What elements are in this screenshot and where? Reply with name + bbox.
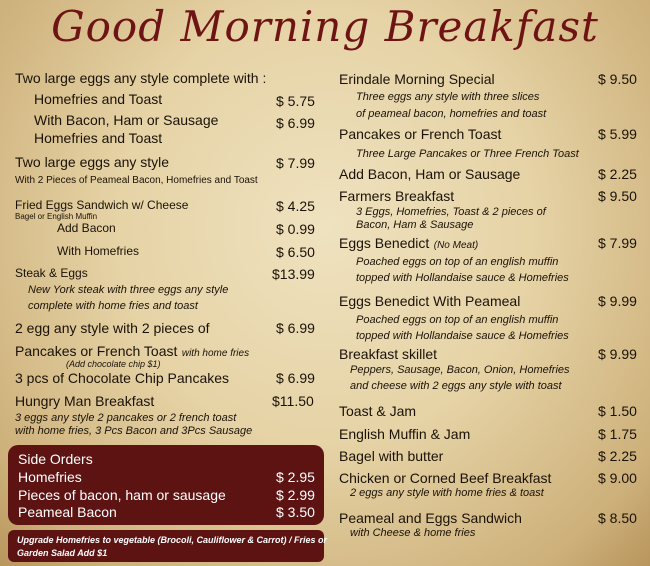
desc-erindale-2: of peameal bacon, homefries and toast [356,108,547,120]
side-orders-box [8,445,324,525]
menu-item-homefries-toast: Homefries and Toast [34,91,163,107]
menu-item-erindale: Erindale Morning Special [339,71,495,87]
price-pancakes: $ 5.99 [598,126,637,142]
price-hungry-man: $11.50 [272,393,314,409]
menu-item-choc-chip: 3 pcs of Chocolate Chip Pancakes [15,370,230,386]
benedict-label: Eggs Benedict [339,235,430,251]
menu-item-steak-eggs: Steak & Eggs [15,266,88,280]
price-choc-chip: $ 6.99 [276,370,315,386]
price-steak-eggs: $13.99 [272,266,315,282]
desc-hungry-man-1: 3 eggs any style 2 pancakes or 2 french toast [15,412,237,424]
side-price-bacon: $ 2.99 [276,487,315,503]
price-chicken: $ 9.00 [598,470,637,486]
pancakes-ft-label: Pancakes or French Toast [15,343,178,359]
desc-benedict-peameal-1: Poached eggs on top of an english muffin [356,314,559,326]
menu-item-two-eggs: Two large eggs any style [15,154,170,170]
price-farmers: $ 9.50 [598,188,637,204]
price-toast-jam: $ 1.50 [598,403,637,419]
pancakes-ft-suffix: with home fries [181,348,250,359]
price-peameal-sandwich: $ 8.50 [598,510,637,526]
desc-fried-eggs-sandwich: Bagel or English Muffin [15,212,98,221]
desc-benedict-2: topped with Hollandaise sauce & Homefries [356,272,569,284]
price-two-eggs: $ 7.99 [276,155,315,171]
menu-item-two-egg-pieces: 2 egg any style with 2 pieces of [15,320,210,336]
upgrade-note-line1: Upgrade Homefries to vegetable (Brocoli, Cauliflower & Carrot) / Fries or [17,535,328,545]
price-with-homefries: $ 6.50 [276,244,315,260]
side-price-homefries: $ 2.95 [276,469,315,485]
menu-item-pancakes: Pancakes or French Toast [339,126,502,142]
menu-item-benedict [339,235,478,253]
upgrade-note-line2: Garden Salad Add $1 [17,548,108,558]
price-with-bacon: $ 6.99 [276,115,315,131]
menu-item-with-homefries: With Homefries [57,244,140,258]
desc-benedict-1: Poached eggs on top of an english muffin [356,256,559,268]
desc-steak-eggs-2: complete with home fries and toast [28,300,198,312]
menu-item-add-bacon: Add Bacon [57,221,116,235]
menu-item-chicken: Chicken or Corned Beef Breakfast [339,470,552,486]
menu-item-with-bacon-line2: Homefries and Toast [34,130,163,146]
desc-farmers-2: Bacon, Ham & Sausage [356,219,474,231]
menu-item-skillet: Breakfast skillet [339,346,438,362]
menu-item-bagel: Bagel with butter [339,448,444,464]
desc-steak-eggs-1: New York steak with three eggs any style [28,284,229,296]
desc-hungry-man-2: with home fries, 3 Pcs Bacon and 3Pcs Sausage [15,425,253,437]
desc-two-eggs: With 2 Pieces of Peameal Bacon, Homefries and Toast [15,175,258,186]
menu-item-hungry-man: Hungry Man Breakfast [15,393,155,409]
desc-skillet-2: and cheese with 2 eggs any style with toast [350,380,562,392]
menu-item-add-bacon-ham: Add Bacon, Ham or Sausage [339,166,521,182]
price-add-bacon-ham: $ 2.25 [598,166,637,182]
price-muffin-jam: $ 1.75 [598,426,637,442]
desc-skillet-1: Peppers, Sausage, Bacon, Onion, Homefries [350,364,570,376]
price-erindale: $ 9.50 [598,71,637,87]
price-homefries-toast: $ 5.75 [276,93,315,109]
desc-farmers-1: 3 Eggs, Homefries, Toast & 2 pieces of [356,206,546,218]
benedict-suffix: (No Meat) [433,240,479,251]
price-benedict-peameal: $ 9.99 [598,293,637,309]
desc-peameal-sandwich: with Cheese & home fries [350,527,476,539]
price-add-bacon: $ 0.99 [276,221,315,237]
desc-chicken: 2 eggs any style with home fries & toast [350,487,544,499]
price-two-egg-pieces: $ 6.99 [276,320,315,336]
side-price-peameal: $ 3.50 [276,504,315,520]
menu-item-with-bacon: With Bacon, Ham or Sausage [34,112,219,128]
menu-title: Good Morning Breakfast [51,2,599,51]
desc-erindale-1: Three eggs any style with three slices [356,91,540,103]
desc-pancakes: Three Large Pancakes or Three French Toast [356,148,579,160]
desc-benedict-peameal-2: topped with Hollandaise sauce & Homefries [356,330,569,342]
menu-item-two-eggs-complete: Two large eggs any style complete with : [15,70,267,86]
menu-item-peameal-sandwich: Peameal and Eggs Sandwich [339,510,522,526]
upgrade-note-box [8,530,328,562]
side-orders-heading: Side Orders [18,451,93,467]
side-item-peameal: Peameal Bacon [18,504,117,520]
price-skillet: $ 9.99 [598,346,637,362]
menu-item-farmers: Farmers Breakfast [339,188,455,204]
side-item-bacon: Pieces of bacon, ham or sausage [18,487,226,503]
price-benedict: $ 7.99 [598,235,637,251]
menu-item-muffin-jam: English Muffin & Jam [339,426,471,442]
menu-item-fried-eggs-sandwich: Fried Eggs Sandwich w/ Cheese [15,198,189,212]
desc-pancakes-ft: (Add chocolate chip $1) [66,359,161,369]
side-item-homefries: Homefries [18,469,82,485]
menu-item-toast-jam: Toast & Jam [339,403,417,419]
menu-item-benedict-peameal: Eggs Benedict With Peameal [339,293,521,309]
price-bagel: $ 2.25 [598,448,637,464]
price-fried-eggs-sandwich: $ 4.25 [276,198,315,214]
